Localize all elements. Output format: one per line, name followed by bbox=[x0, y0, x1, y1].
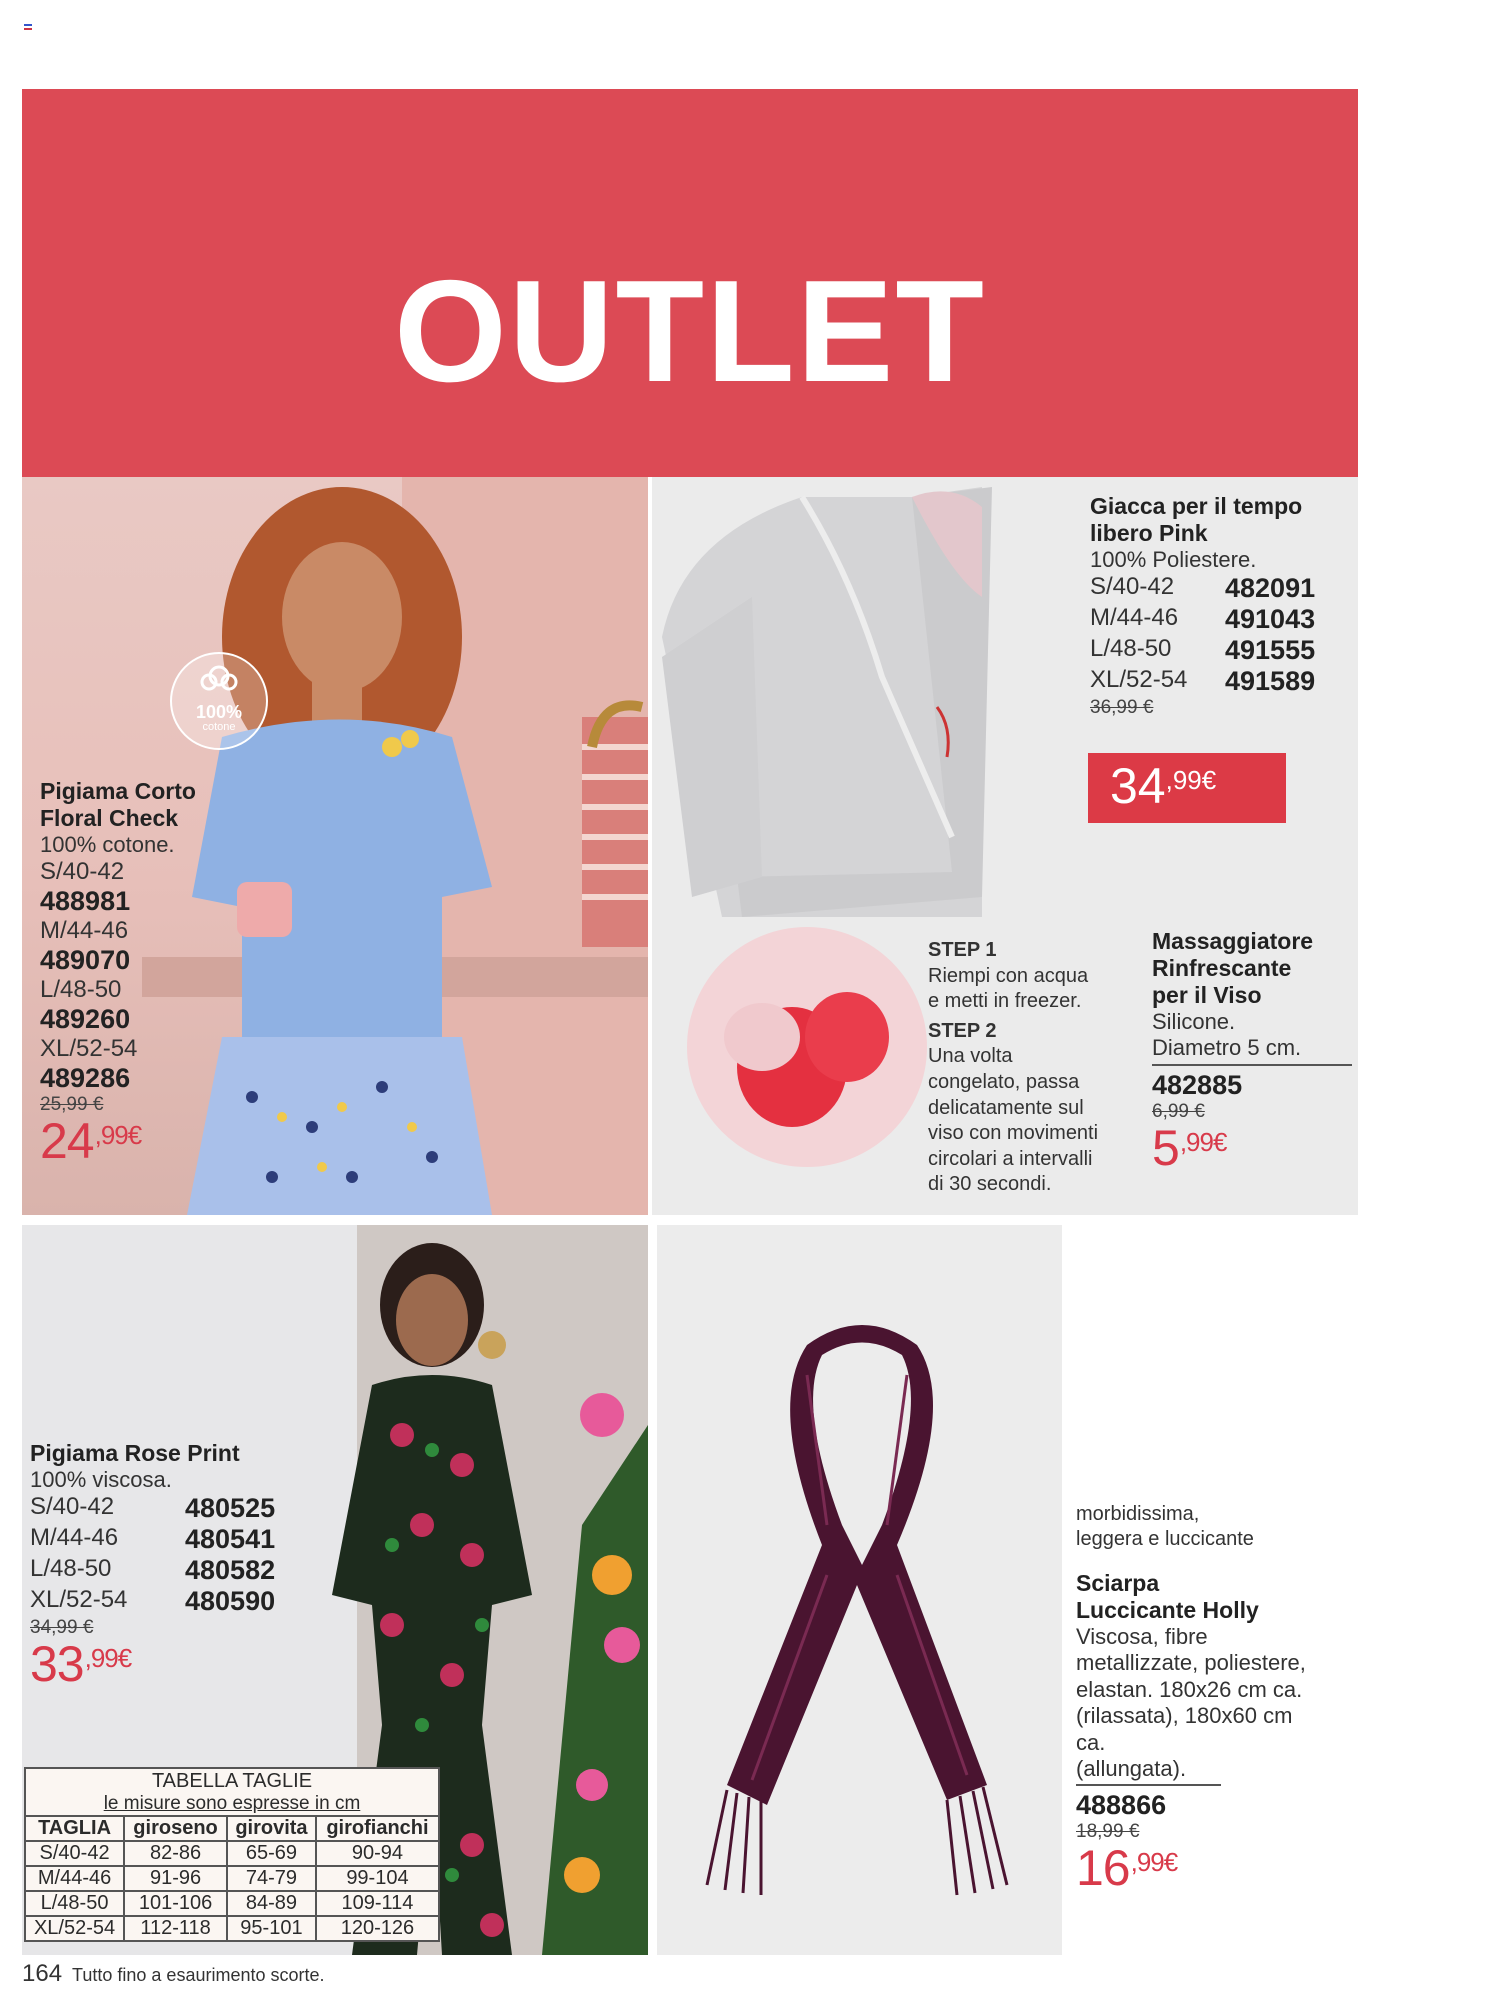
sciarpa-desc: metallizzate, poliestere, bbox=[1076, 1650, 1306, 1676]
pigiama-corto-size: L/48-50 bbox=[40, 976, 122, 1004]
giacca-size: S/40-42 bbox=[1090, 573, 1175, 601]
sciarpa-old-price: 18,99 € bbox=[1076, 1821, 1140, 1843]
pigiama-rose-variant bbox=[30, 1586, 310, 1617]
step2-line: delicatamente sul bbox=[928, 1096, 1084, 1119]
size-table-subtitle-row bbox=[25, 1793, 439, 1816]
giacca-name-2: libero Pink bbox=[1090, 520, 1208, 546]
pigiama-rose-size: M/44-46 bbox=[30, 1524, 119, 1552]
size-table-row bbox=[25, 1841, 439, 1866]
size-table-cell: 82-86 bbox=[124, 1841, 227, 1866]
sciarpa-tagline: morbidissima, bbox=[1076, 1503, 1200, 1525]
pigiama-rose-code: 480590 bbox=[185, 1586, 276, 1617]
massaggiatore-name: Rinfrescante bbox=[1152, 955, 1292, 981]
cotton-flower-icon bbox=[197, 662, 241, 698]
size-table-cell: M/44-46 bbox=[25, 1866, 124, 1891]
sciarpa-name-1: Sciarpa bbox=[1076, 1570, 1160, 1596]
pigiama-corto-material: 100% cotone. bbox=[40, 832, 175, 857]
pigiama-rose-variant bbox=[30, 1493, 310, 1524]
size-table-title: TABELLA TAGLIE bbox=[25, 1768, 439, 1793]
step2-line: di 30 secondi. bbox=[928, 1173, 1052, 1196]
banner-title: OUTLET bbox=[394, 250, 986, 412]
giacca-code: 482091 bbox=[1225, 573, 1316, 604]
pigiama-rose-code: 480541 bbox=[185, 1524, 276, 1555]
massaggiatore-steps bbox=[928, 938, 1148, 1198]
size-table-header-row bbox=[25, 1816, 439, 1841]
size-table-cell: 84-89 bbox=[227, 1891, 316, 1916]
pigiama-corto-size: S/40-42 bbox=[40, 858, 125, 886]
pigiama-rose-material: 100% viscosa. bbox=[30, 1467, 172, 1492]
price-dec: ,99€ bbox=[1179, 1126, 1227, 1157]
massaggiatore-code: 482885 bbox=[1152, 1069, 1243, 1100]
giacca-code: 491589 bbox=[1225, 666, 1316, 697]
step2-line: circolari a intervalli bbox=[928, 1147, 1093, 1170]
pigiama-rose-code: 480582 bbox=[185, 1555, 276, 1586]
size-table-cell: 65-69 bbox=[227, 1841, 316, 1866]
massaggiatore-old-price: 6,99 € bbox=[1152, 1100, 1205, 1122]
pigiama-corto-size: M/44-46 bbox=[40, 917, 129, 945]
pigiama-corto-code: 488981 bbox=[40, 886, 131, 917]
pigiama-rose-price bbox=[30, 1636, 310, 1693]
size-table-cell: 90-94 bbox=[316, 1841, 439, 1866]
price-int: 16 bbox=[1076, 1840, 1130, 1897]
pigiama-corto-name-2: Floral Check bbox=[40, 805, 179, 831]
step1-line: Riempi con acqua bbox=[928, 964, 1089, 987]
pigiama-corto-code: 489260 bbox=[40, 1004, 131, 1035]
size-table-cell: 99-104 bbox=[316, 1866, 439, 1891]
size-table-subtitle: le misure sono espresse in cm bbox=[25, 1793, 439, 1816]
size-table-header: girovita bbox=[227, 1816, 316, 1841]
step2-line: viso con movimenti bbox=[928, 1122, 1099, 1145]
pigiama-corto-price bbox=[40, 1113, 240, 1170]
massaggiatore-price bbox=[1152, 1119, 1352, 1176]
giacca-material: 100% Poliestere. bbox=[1090, 547, 1257, 572]
cotton-badge-label: cotone bbox=[202, 721, 236, 733]
sciarpa-tagline: leggera e luccicante bbox=[1076, 1528, 1254, 1550]
step2-title: STEP 2 bbox=[928, 1019, 997, 1042]
giacca-variant bbox=[1090, 666, 1350, 697]
size-table-cell: XL/52-54 bbox=[25, 1916, 124, 1941]
corner-mark bbox=[24, 24, 32, 32]
sciarpa-desc: (rilassata), 180x60 cm bbox=[1076, 1703, 1293, 1729]
price-int: 5 bbox=[1152, 1119, 1179, 1176]
sciarpa-info bbox=[1076, 1502, 1356, 1897]
step2-line: congelato, passa bbox=[928, 1070, 1080, 1093]
price-dec: ,99€ bbox=[94, 1120, 142, 1151]
step2-line: Una volta bbox=[928, 1045, 1013, 1068]
massaggiatore-dimension: Diametro 5 cm. bbox=[1152, 1035, 1352, 1065]
pigiama-corto-info bbox=[40, 778, 240, 1170]
giacca-variant bbox=[1090, 604, 1350, 635]
giacca-code: 491555 bbox=[1225, 635, 1316, 666]
giacca-size: M/44-46 bbox=[1090, 604, 1179, 632]
size-table bbox=[24, 1767, 440, 1942]
giacca-size: L/48-50 bbox=[1090, 635, 1172, 663]
giacca-name-1: Giacca per il tempo bbox=[1090, 493, 1303, 519]
pigiama-corto-name-1: Pigiama Corto bbox=[40, 778, 196, 804]
page-footer bbox=[22, 1960, 325, 1988]
size-table-title-row bbox=[25, 1768, 439, 1793]
outlet-banner bbox=[22, 89, 1358, 477]
pigiama-corto-old-price: 25,99 € bbox=[40, 1094, 104, 1116]
sciarpa-name-2: Luccicante Holly bbox=[1076, 1597, 1259, 1623]
pigiama-rose-info bbox=[30, 1440, 310, 1693]
pigiama-corto-size: XL/52-54 bbox=[40, 1035, 138, 1063]
giacca-price-box bbox=[1088, 753, 1286, 823]
massaggiatore-name: Massaggiatore bbox=[1152, 928, 1314, 954]
massaggiatore-material: Silicone. bbox=[1152, 1009, 1236, 1034]
cotton-badge bbox=[170, 652, 268, 750]
giacca-old-price: 36,99 € bbox=[1090, 697, 1154, 719]
price-dec: ,99€ bbox=[84, 1643, 132, 1674]
giacca-code: 491043 bbox=[1225, 604, 1316, 635]
sciarpa-desc: Viscosa, fibre bbox=[1076, 1624, 1208, 1649]
scarf-illustration bbox=[657, 1225, 1062, 1955]
step1-line: e metti in freezer. bbox=[928, 990, 1082, 1013]
giacca-variant bbox=[1090, 573, 1350, 604]
cotton-badge-percent: 100% bbox=[195, 702, 243, 722]
pigiama-rose-old-price: 34,99 € bbox=[30, 1617, 94, 1639]
massaggiatore-info bbox=[1152, 928, 1352, 1176]
size-table-cell: 101-106 bbox=[124, 1891, 227, 1916]
sciarpa-price bbox=[1076, 1840, 1356, 1897]
size-table-header: TAGLIA bbox=[25, 1816, 124, 1841]
sciarpa-desc: ca. (allungata). bbox=[1076, 1730, 1221, 1787]
size-table-cell: L/48-50 bbox=[25, 1891, 124, 1916]
size-table-cell: 95-101 bbox=[227, 1916, 316, 1941]
pigiama-corto-code: 489070 bbox=[40, 945, 131, 976]
pigiama-corto-code: 489286 bbox=[40, 1063, 131, 1094]
sciarpa-desc: elastan. 180x26 cm ca. bbox=[1076, 1676, 1303, 1702]
size-table-cell: 109-114 bbox=[316, 1891, 439, 1916]
giacca-size: XL/52-54 bbox=[1090, 666, 1188, 694]
size-table-cell: S/40-42 bbox=[25, 1841, 124, 1866]
size-table-cell: 91-96 bbox=[124, 1866, 227, 1891]
page-number: 164 bbox=[22, 1960, 63, 1987]
giacca-info bbox=[1090, 493, 1350, 719]
price-int: 34 bbox=[1110, 758, 1166, 814]
pigiama-rose-size: S/40-42 bbox=[30, 1493, 115, 1521]
sciarpa-photo bbox=[657, 1225, 1062, 1955]
size-table-cell: 112-118 bbox=[124, 1916, 227, 1941]
size-table-header: giroseno bbox=[124, 1816, 227, 1841]
pigiama-rose-size: XL/52-54 bbox=[30, 1586, 128, 1614]
size-table-cell: 120-126 bbox=[316, 1916, 439, 1941]
size-table-row bbox=[25, 1916, 439, 1941]
price-int: 33 bbox=[30, 1636, 84, 1693]
price-dec: ,99€ bbox=[1130, 1847, 1178, 1878]
size-table-cell: 74-79 bbox=[227, 1866, 316, 1891]
step1-title: STEP 1 bbox=[928, 939, 997, 961]
footer-note: Tutto fino a esaurimento scorte. bbox=[72, 1965, 325, 1985]
massaggiatore-name: per il Viso bbox=[1152, 982, 1262, 1008]
size-table-header: girofianchi bbox=[316, 1816, 439, 1841]
size-table-row bbox=[25, 1891, 439, 1916]
giacca-variant bbox=[1090, 635, 1350, 666]
pigiama-rose-size: L/48-50 bbox=[30, 1555, 112, 1583]
price-int: 24 bbox=[40, 1113, 94, 1170]
sciarpa-code: 488866 bbox=[1076, 1790, 1167, 1821]
price-dec: ,99€ bbox=[1165, 765, 1217, 795]
size-table-row bbox=[25, 1866, 439, 1891]
pigiama-rose-variant bbox=[30, 1555, 310, 1586]
pigiama-rose-variant bbox=[30, 1524, 310, 1555]
pigiama-rose-code: 480525 bbox=[185, 1493, 276, 1524]
pigiama-rose-name: Pigiama Rose Print bbox=[30, 1440, 240, 1466]
